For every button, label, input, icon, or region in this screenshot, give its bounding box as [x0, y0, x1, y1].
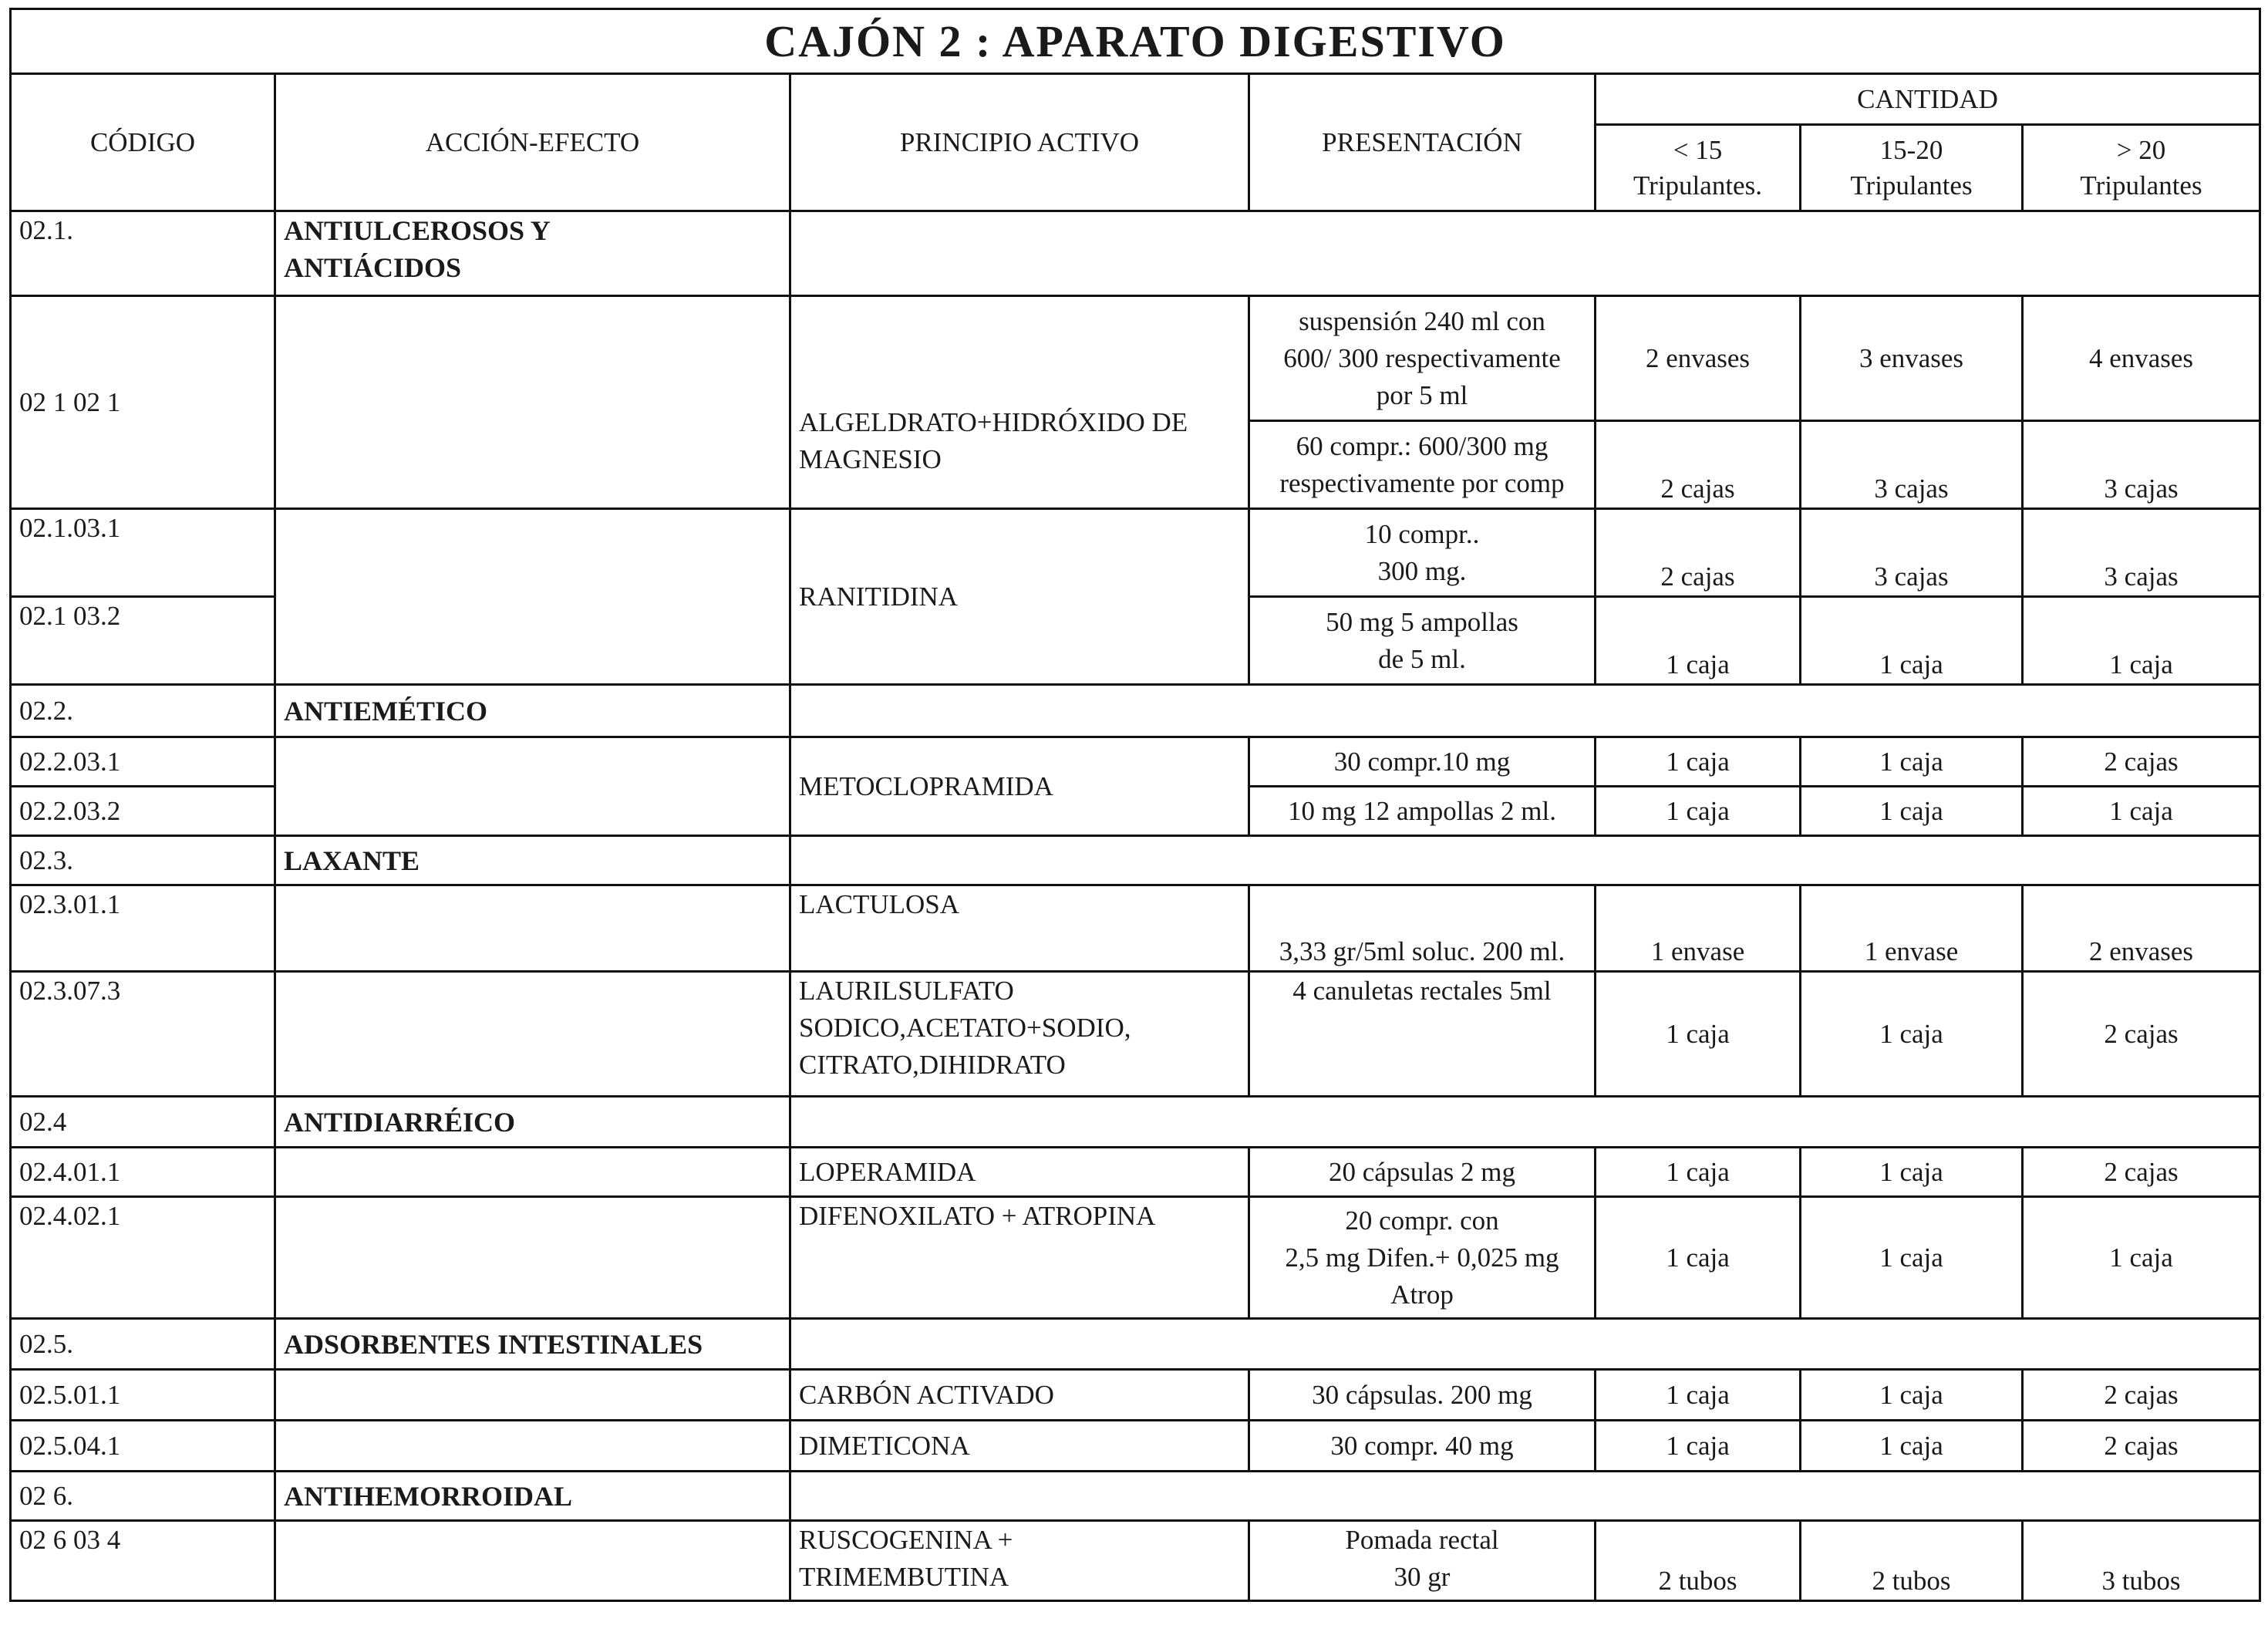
text-line: 600/ 300 respectivamente	[1283, 342, 1561, 373]
table-row	[11, 1148, 2260, 1197]
row-presentacion	[1249, 296, 1596, 421]
page-title: CAJÓN 2 : APARATO DIGESTIVO	[11, 9, 2260, 74]
section-code: 02.4	[11, 1097, 275, 1148]
table-row	[11, 972, 2260, 1097]
section-row-antihemorroidal	[11, 1472, 2260, 1521]
row-qty-over-20: 2 cajas	[2023, 1370, 2260, 1421]
row-code: 02.2.03.2	[11, 787, 275, 836]
section-row-adsorbentes	[11, 1319, 2260, 1370]
row-code: 02.3.01.1	[11, 885, 275, 972]
section-name	[275, 211, 790, 296]
header-qty-over-20	[2023, 125, 2260, 211]
text-line: Pomada rectal	[1345, 1525, 1499, 1555]
row-principio-activo: LOPERAMIDA	[790, 1148, 1249, 1197]
empty-cell	[790, 1097, 2260, 1148]
text-line: ALGELDRATO+HIDRÓXIDO DE	[799, 406, 1188, 437]
section-row-laxante	[11, 836, 2260, 885]
header-qty-15-20	[1801, 125, 2023, 211]
row-presentacion: 4 canuletas rectales 5ml	[1249, 972, 1596, 1097]
header-qty-under-15-range: < 15	[1673, 134, 1723, 165]
empty-cell	[275, 972, 790, 1097]
empty-cell	[790, 1472, 2260, 1521]
text-line: MAGNESIO	[799, 443, 942, 474]
section-code: 02.1.	[11, 211, 275, 296]
empty-cell	[790, 1319, 2260, 1370]
row-qty-over-20: 1 caja	[2023, 597, 2260, 685]
row-principio-activo: DIMETICONA	[790, 1421, 1249, 1472]
section-code: 02 6.	[11, 1472, 275, 1521]
row-qty-over-20: 2 cajas	[2023, 972, 2260, 1097]
empty-cell	[790, 211, 2260, 296]
text-line: 2,5 mg Difen.+ 0,025 mg	[1285, 1242, 1559, 1273]
text-line: 50 mg 5 ampollas	[1326, 606, 1518, 637]
row-principio-activo: CARBÓN ACTIVADO	[790, 1370, 1249, 1421]
row-presentacion	[1249, 1197, 1596, 1319]
row-code: 02.2.03.1	[11, 737, 275, 787]
section-name: ANTIDIARRÉICO	[275, 1097, 790, 1148]
row-code: 02 6 03 4	[11, 1521, 275, 1601]
row-principio-activo	[790, 296, 1249, 509]
header-presentacion: PRESENTACIÓN	[1249, 74, 1596, 211]
header-qty-under-15-label: Tripulantes.	[1633, 170, 1762, 201]
row-presentacion	[1249, 1521, 1596, 1601]
row-qty-over-20: 3 tubos	[2023, 1521, 2260, 1601]
row-qty-15-20: 1 caja	[1801, 597, 2023, 685]
text-line: de 5 ml.	[1378, 643, 1466, 674]
row-qty-over-20: 1 caja	[2023, 1197, 2260, 1319]
section-code: 02.2.	[11, 685, 275, 737]
document-sheet	[9, 8, 2259, 1621]
row-code: 02.5.01.1	[11, 1370, 275, 1421]
text-line: 300 mg.	[1377, 555, 1467, 586]
row-principio-activo: DIFENOXILATO + ATROPINA	[790, 1197, 1249, 1319]
empty-cell	[275, 296, 790, 509]
section-name: LAXANTE	[275, 836, 790, 885]
empty-cell	[790, 685, 2260, 737]
text-line: 10 compr..	[1364, 518, 1480, 549]
text-line: 20 compr. con	[1345, 1205, 1499, 1236]
row-principio-activo: METOCLOPRAMIDA	[790, 737, 1249, 836]
empty-cell	[275, 1148, 790, 1197]
row-qty-15-20: 1 envase	[1801, 885, 2023, 972]
text-line: TRIMEMBUTINA	[799, 1562, 1009, 1592]
title-row	[11, 9, 2260, 74]
section-name-line: ANTIULCEROSOS Y	[284, 215, 551, 246]
table-row	[11, 1521, 2260, 1601]
row-qty-over-20: 2 cajas	[2023, 737, 2260, 787]
empty-cell	[275, 1370, 790, 1421]
row-qty-over-20: 2 cajas	[2023, 1421, 2260, 1472]
empty-cell	[275, 737, 790, 836]
empty-cell	[275, 1521, 790, 1601]
section-name-line: ANTIÁCIDOS	[284, 252, 462, 283]
header-qty-over-20-range: > 20	[2116, 134, 2166, 165]
row-qty-15-20: 1 caja	[1801, 737, 2023, 787]
text-line: SODICO,ACETATO+SODIO,	[799, 1013, 1131, 1043]
row-qty-over-20: 2 envases	[2023, 885, 2260, 972]
row-qty-under-15: 1 caja	[1596, 1370, 1801, 1421]
text-line: LAURILSULFATO	[799, 976, 1014, 1006]
section-name: ADSORBENTES INTESTINALES	[275, 1319, 790, 1370]
row-qty-under-15: 1 caja	[1596, 1148, 1801, 1197]
row-qty-15-20: 1 caja	[1801, 1370, 2023, 1421]
section-code: 02.5.	[11, 1319, 275, 1370]
row-code: 02.3.07.3	[11, 972, 275, 1097]
row-qty-under-15: 1 caja	[1596, 597, 1801, 685]
text-line: 60 compr.: 600/300 mg	[1296, 430, 1549, 461]
empty-cell	[275, 509, 790, 685]
row-presentacion: 20 cápsulas 2 mg	[1249, 1148, 1596, 1197]
section-name: ANTIEMÉTICO	[275, 685, 790, 737]
row-presentacion	[1249, 421, 1596, 509]
table-row	[11, 737, 2260, 787]
row-qty-15-20: 1 caja	[1801, 1197, 2023, 1319]
header-qty-15-20-label: Tripulantes	[1850, 170, 1973, 201]
row-presentacion: 3,33 gr/5ml soluc. 200 ml.	[1249, 885, 1596, 972]
header-accion-efecto: ACCIÓN-EFECTO	[275, 74, 790, 211]
row-presentacion: 30 compr. 40 mg	[1249, 1421, 1596, 1472]
row-qty-under-15: 1 caja	[1596, 1421, 1801, 1472]
row-code: 02 1 02 1	[11, 296, 275, 509]
row-qty-15-20: 1 caja	[1801, 972, 2023, 1097]
table-row	[11, 1370, 2260, 1421]
section-code: 02.3.	[11, 836, 275, 885]
row-code: 02.4.02.1	[11, 1197, 275, 1319]
empty-cell	[275, 1197, 790, 1319]
row-qty-15-20: 3 envases	[1801, 296, 2023, 421]
header-cantidad: CANTIDAD	[1596, 74, 2260, 125]
row-presentacion: 10 mg 12 ampollas 2 ml.	[1249, 787, 1596, 836]
row-qty-15-20: 3 cajas	[1801, 509, 2023, 597]
section-row-antiulcerosos	[11, 211, 2260, 296]
header-row-top	[11, 74, 2260, 125]
header-qty-over-20-label: Tripulantes	[2080, 170, 2202, 201]
text-line: RUSCOGENINA +	[799, 1525, 1013, 1555]
row-qty-under-15: 2 envases	[1596, 296, 1801, 421]
row-qty-under-15: 1 caja	[1596, 972, 1801, 1097]
text-line: 30 gr	[1393, 1562, 1451, 1592]
header-qty-under-15	[1596, 125, 1801, 211]
header-codigo: CÓDIGO	[11, 74, 275, 211]
row-qty-under-15: 1 caja	[1596, 787, 1801, 836]
row-qty-under-15: 2 cajas	[1596, 421, 1801, 509]
table-row	[11, 509, 2260, 597]
row-qty-over-20: 4 envases	[2023, 296, 2260, 421]
section-name: ANTIHEMORROIDAL	[275, 1472, 790, 1521]
text-line: CITRATO,DIHIDRATO	[799, 1050, 1066, 1080]
row-qty-15-20: 1 caja	[1801, 1421, 2023, 1472]
row-principio-activo	[790, 1521, 1249, 1601]
row-presentacion	[1249, 597, 1596, 685]
header-qty-15-20-range: 15-20	[1879, 134, 1943, 165]
row-qty-15-20: 3 cajas	[1801, 421, 2023, 509]
row-presentacion: 30 compr.10 mg	[1249, 737, 1596, 787]
table-row	[11, 1197, 2260, 1319]
row-principio-activo	[790, 972, 1249, 1097]
section-row-antiemetico	[11, 685, 2260, 737]
empty-cell	[275, 885, 790, 972]
row-qty-15-20: 1 caja	[1801, 1148, 2023, 1197]
row-qty-under-15: 2 tubos	[1596, 1521, 1801, 1601]
row-qty-under-15: 1 envase	[1596, 885, 1801, 972]
medication-table	[9, 8, 2261, 1602]
row-code: 02.1.03.1	[11, 509, 275, 597]
row-qty-over-20: 1 caja	[2023, 787, 2260, 836]
row-qty-15-20: 2 tubos	[1801, 1521, 2023, 1601]
row-presentacion: 30 cápsulas. 200 mg	[1249, 1370, 1596, 1421]
row-qty-under-15: 2 cajas	[1596, 509, 1801, 597]
header-principio-activo: PRINCIPIO ACTIVO	[790, 74, 1249, 211]
text-line: por 5 ml	[1376, 379, 1468, 410]
row-qty-15-20: 1 caja	[1801, 787, 2023, 836]
row-code: 02.5.04.1	[11, 1421, 275, 1472]
section-row-antidiarreico	[11, 1097, 2260, 1148]
text-line: suspensión 240 ml con	[1299, 305, 1545, 336]
row-qty-under-15: 1 caja	[1596, 737, 1801, 787]
table-row	[11, 885, 2260, 972]
row-presentacion	[1249, 509, 1596, 597]
row-qty-under-15: 1 caja	[1596, 1197, 1801, 1319]
table-row	[11, 296, 2260, 421]
row-qty-over-20: 3 cajas	[2023, 421, 2260, 509]
empty-cell	[275, 1421, 790, 1472]
empty-cell	[790, 836, 2260, 885]
row-principio-activo: RANITIDINA	[790, 509, 1249, 685]
row-code: 02.1 03.2	[11, 597, 275, 685]
table-row	[11, 1421, 2260, 1472]
row-qty-over-20: 2 cajas	[2023, 1148, 2260, 1197]
text-line: Atrop	[1390, 1279, 1454, 1310]
row-code: 02.4.01.1	[11, 1148, 275, 1197]
row-qty-over-20: 3 cajas	[2023, 509, 2260, 597]
text-line: respectivamente por comp	[1279, 467, 1565, 498]
row-principio-activo: LACTULOSA	[790, 885, 1249, 972]
